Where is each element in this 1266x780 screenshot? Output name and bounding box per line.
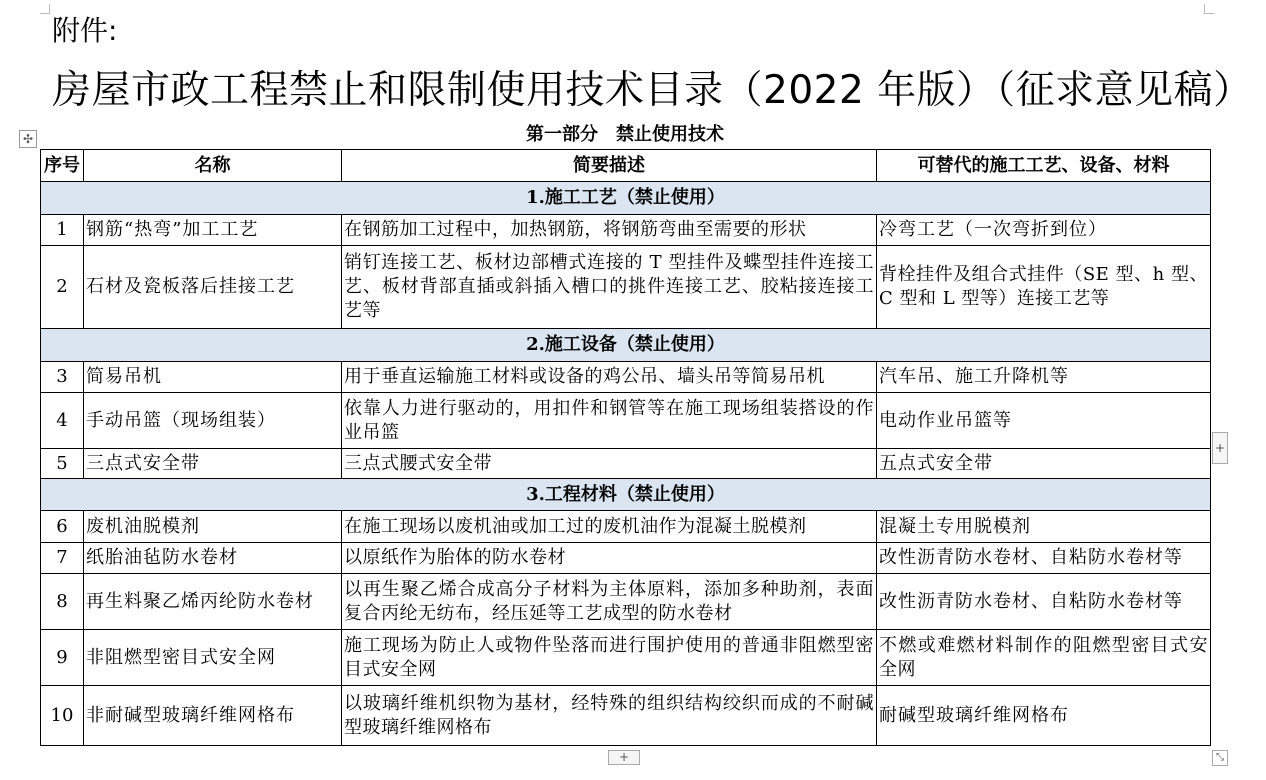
table-row	[41, 215, 1211, 246]
attachment-label: 附件:	[52, 14, 118, 47]
cell-alt[interactable]: 不燃或难燃材料制作的阻燃型密目式安全网	[877, 630, 1211, 686]
document-title: 房屋市政工程禁止和限制使用技术目录（2022 年版）（征求意见稿）	[52, 68, 1253, 113]
table-row	[41, 393, 1211, 449]
table-resize-icon[interactable]: ⤡	[1212, 750, 1228, 766]
cell-desc[interactable]: 依靠人力进行驱动的，用扣件和钢管等在施工现场组装搭设的作业吊篮	[342, 393, 877, 449]
section-row	[41, 329, 1211, 362]
cell-no[interactable]: 8	[41, 574, 84, 630]
cell-desc[interactable]: 以玻璃纤维机织物为基材，经特殊的组织结构绞织而成的不耐碱型玻璃纤维网格布	[342, 686, 877, 746]
cell-name[interactable]: 三点式安全带	[84, 449, 342, 479]
section-row	[41, 182, 1211, 215]
cell-name[interactable]: 手动吊篮（现场组装）	[84, 393, 342, 449]
cell-alt[interactable]: 耐碱型玻璃纤维网格布	[877, 686, 1211, 746]
cell-desc[interactable]: 三点式腰式安全带	[342, 449, 877, 479]
cell-alt[interactable]: 汽车吊、施工升降机等	[877, 362, 1211, 393]
table-row	[41, 246, 1211, 329]
cell-alt[interactable]: 改性沥青防水卷材、自粘防水卷材等	[877, 574, 1211, 630]
page-corner-mark-left	[40, 4, 50, 14]
cell-name[interactable]: 钢筋“热弯”加工工艺	[84, 215, 342, 246]
cell-no[interactable]: 10	[41, 686, 84, 746]
cell-name[interactable]: 石材及瓷板落后挂接工艺	[84, 246, 342, 329]
cell-alt[interactable]: 电动作业吊篮等	[877, 393, 1211, 449]
cell-desc[interactable]: 以原纸作为胎体的防水卷材	[342, 543, 877, 574]
table-row	[41, 686, 1211, 746]
cell-desc[interactable]: 施工现场为防止人或物件坠落而进行围护使用的普通非阻燃型密目式安全网	[342, 630, 877, 686]
cell-alt[interactable]: 冷弯工艺（一次弯折到位）	[877, 215, 1211, 246]
table-row	[41, 449, 1211, 479]
table-row	[41, 630, 1211, 686]
cell-no[interactable]: 4	[41, 393, 84, 449]
cell-name[interactable]: 废机油脱模剂	[84, 511, 342, 543]
table-move-icon[interactable]: ✣	[19, 130, 37, 148]
cell-name[interactable]: 再生料聚乙烯丙纶防水卷材	[84, 574, 342, 630]
cell-no[interactable]: 2	[41, 246, 84, 329]
cell-alt[interactable]: 改性沥青防水卷材、自粘防水卷材等	[877, 543, 1211, 574]
cell-no[interactable]: 6	[41, 511, 84, 543]
cell-no[interactable]: 5	[41, 449, 84, 479]
cell-name[interactable]: 纸胎油毡防水卷材	[84, 543, 342, 574]
cell-no[interactable]: 9	[41, 630, 84, 686]
cell-desc[interactable]: 在钢筋加工过程中，加热钢筋，将钢筋弯曲至需要的形状	[342, 215, 877, 246]
table-row	[41, 574, 1211, 630]
cell-no[interactable]: 7	[41, 543, 84, 574]
cell-alt[interactable]: 混凝土专用脱模剂	[877, 511, 1211, 543]
cell-name[interactable]: 非阻燃型密目式安全网	[84, 630, 342, 686]
cell-desc[interactable]: 在施工现场以废机油或加工过的废机油作为混凝土脱模剂	[342, 511, 877, 543]
cell-name[interactable]: 非耐碱型玻璃纤维网格布	[84, 686, 342, 746]
part-title: 第一部分 禁止使用技术	[526, 124, 724, 145]
header-name: 名称	[84, 150, 342, 182]
cell-alt[interactable]: 五点式安全带	[877, 449, 1211, 479]
add-column-button[interactable]: +	[1212, 432, 1228, 464]
header-row	[41, 150, 1211, 182]
section-title[interactable]: 3.工程材料（禁止使用）	[41, 479, 1211, 511]
page-corner-mark-right	[1204, 4, 1214, 14]
cell-no[interactable]: 3	[41, 362, 84, 393]
technology-table	[40, 149, 1211, 746]
header-no: 序号	[41, 150, 84, 182]
table-row	[41, 362, 1211, 393]
cell-alt[interactable]: 背栓挂件及组合式挂件（SE 型、h 型、C 型和 L 型等）连接工艺等	[877, 246, 1211, 329]
add-row-button[interactable]: +	[608, 750, 640, 765]
cell-desc[interactable]: 用于垂直运输施工材料或设备的鸡公吊、墙头吊等简易吊机	[342, 362, 877, 393]
table-row	[41, 543, 1211, 574]
cell-no[interactable]: 1	[41, 215, 84, 246]
cell-name[interactable]: 简易吊机	[84, 362, 342, 393]
cell-desc[interactable]: 销钉连接工艺、板材边部槽式连接的 T 型挂件及蝶型挂件连接工艺、板材背部直插或斜插入槽口的挑件连接工艺、胶粘接连接工艺等	[342, 246, 877, 329]
header-alt: 可替代的施工工艺、设备、材料	[877, 150, 1211, 182]
section-row	[41, 479, 1211, 511]
cell-desc[interactable]: 以再生聚乙烯合成高分子材料为主体原料，添加多种助剂，表面复合丙纶无纺布，经压延等工艺成型的防水卷材	[342, 574, 877, 630]
section-title[interactable]: 1.施工工艺（禁止使用）	[41, 182, 1211, 215]
header-desc: 简要描述	[342, 150, 877, 182]
section-title[interactable]: 2.施工设备（禁止使用）	[41, 329, 1211, 362]
table-row	[41, 511, 1211, 543]
